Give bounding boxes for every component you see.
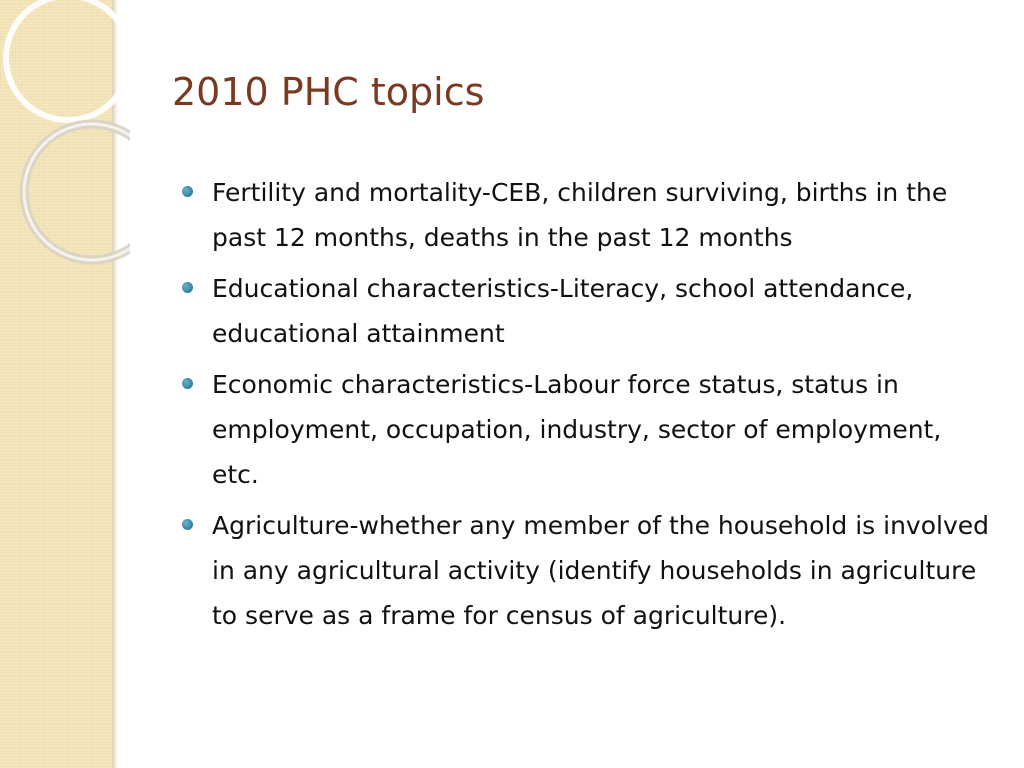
- bullet-item-education: [180, 266, 990, 356]
- slide-title: 2010 PHC topics: [172, 70, 485, 114]
- bullet-dot-icon: [182, 378, 193, 389]
- bullet-item-fertility: [180, 170, 990, 260]
- decorative-rings-icon: [0, 0, 130, 320]
- bullet-text: Economic characteristics-Labour force status, status in employment, occupation, industry, sector of employment, etc.: [212, 370, 942, 489]
- bullet-list: [180, 170, 990, 644]
- bullet-text: Fertility and mortality-CEB, children surviving, births in the past 12 months, deaths in the past 12 months: [212, 178, 948, 252]
- bullet-dot-icon: [182, 519, 193, 530]
- bullet-item-economic: [180, 362, 990, 497]
- bullet-text: Agriculture-whether any member of the household is involved in any agricultural activity (identify households in agriculture to serve as a frame for census of agriculture).: [212, 511, 990, 630]
- decorative-ring-top: [6, 0, 130, 120]
- decorative-ring-middle: [24, 124, 130, 260]
- bullet-item-agriculture: [180, 503, 990, 638]
- bullet-dot-icon: [182, 186, 193, 197]
- bullet-text: Educational characteristics-Literacy, school attendance, educational attainment: [212, 274, 914, 348]
- bullet-dot-icon: [182, 282, 193, 293]
